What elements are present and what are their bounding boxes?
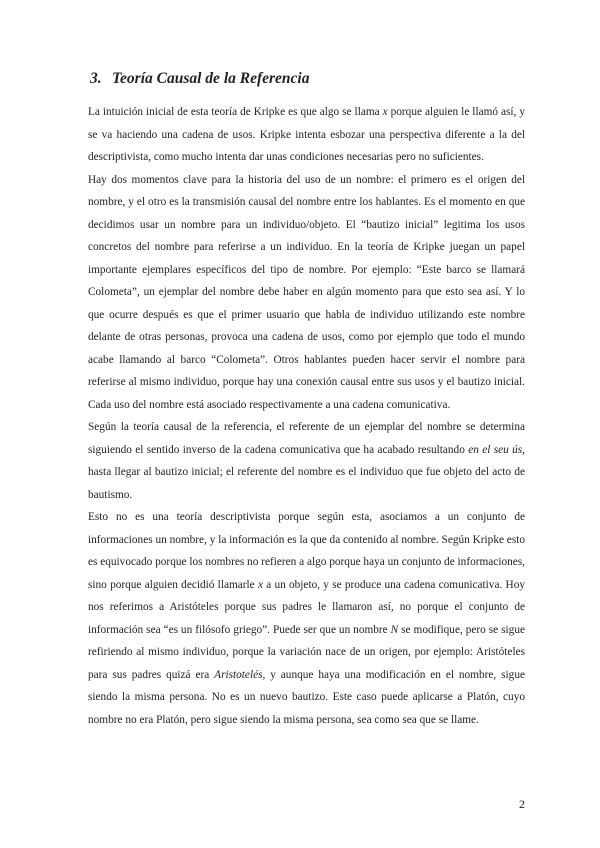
italic-run: N — [390, 623, 399, 636]
paragraph — [88, 169, 525, 417]
text-run: Esto no es una teoría descriptivista porque según esta, asociamos a un conjunto de informaciones un nombre, y la información es la que da contenido al nombre. Según Kripke esto es equivocado porque los nombres no refieren a algo porque haya un conjunto de informaciones, sino porque alguien decidió llamarle — [88, 511, 526, 591]
text-run: porque alguien le llamó así, y se va haciendo una cadena de usos. Kripke intenta esbozar una perspectiva diferente a la del descriptivista, como mucho intenta dar unas condiciones necesarias pero no suficientes. — [88, 106, 526, 163]
paragraph — [88, 506, 525, 731]
italic-run: Aristotelés — [214, 668, 263, 681]
text-run: La intuición inicial de esta teoría de Kripke es que algo se llama — [88, 106, 383, 118]
text-run: , y aunque haya una modificación en el nombre, sigue siendo la misma persona. No es un nuevo bautizo. Este caso puede aplicarse a Platón, cuyo nombre no era Platón, pero sigue siendo la misma persona, sea como sea que se llame. — [88, 668, 525, 726]
italic-run: en el seu ús — [468, 443, 523, 456]
section-heading — [90, 70, 309, 88]
text-run: a un objeto, y se produce una cadena comunicativa. Hoy nos referimos a Aristóteles porque sus padres le llamaron así, no porque el conjunto de información sea “es un filósofo griego”. Puede ser que un nombre — [88, 578, 525, 636]
page-number: 2 — [519, 797, 525, 811]
italic-run: x — [257, 578, 263, 591]
text-run: se modifique, pero se sigue refiriendo al mismo individuo, porque la variación nace de un origen, por ejemplo: Aristóteles para sus padres quizá era — [88, 623, 525, 681]
italic-run: x — [382, 106, 388, 118]
section-number: 3. — [90, 70, 102, 87]
paragraph — [88, 101, 525, 169]
text-run: Según la teoría causal de la referencia, el referente de un ejemplar del nombre se determina siguiendo el sentido inverso de la cadena comunicativa que ha acabado resultando — [88, 421, 525, 456]
body-text — [88, 101, 525, 731]
section-title: Teoría Causal de la Referencia — [112, 70, 310, 87]
text-run: , hasta llegar al bautizo inicial; el referente del nombre es el individuo que fue objeto del acto de bautismo. — [88, 443, 525, 501]
text-run: Hay dos momentos clave para la historia del uso de un nombre: el primero es el origen del nombre, y el otro es la transmisión causal del nombre entre los hablantes. Es el momento en que decidimos usar un nombre para un individuo/objeto. El “bautizo inicial” legitima los usos concretos del nombre para referirse a un individuo. En la teoría de Kripke juegan un papel importante ejemplares específicos del tipo de nombre. Por ejemplo: “Este barco se llamará Colometa”, un ejemplar del nombre debe haber en algún momento para que esto sea así. Y lo que ocurre después es que el primer usuario que habla de individuo utilizando este nombre delante de otras personas, provoca una cadena de usos, como por ejemplo que todo el mundo acabe llamando al barco “Colometa”. Otros hablantes pueden hacer servir el nombre para referirse al mismo individuo, porque hay una conexión causal entre sus usos y el bautizo inicial. Cada uso del nombre está asociado respectivamente a una cadena comunicativa. — [88, 173, 525, 411]
paragraph — [88, 416, 525, 506]
